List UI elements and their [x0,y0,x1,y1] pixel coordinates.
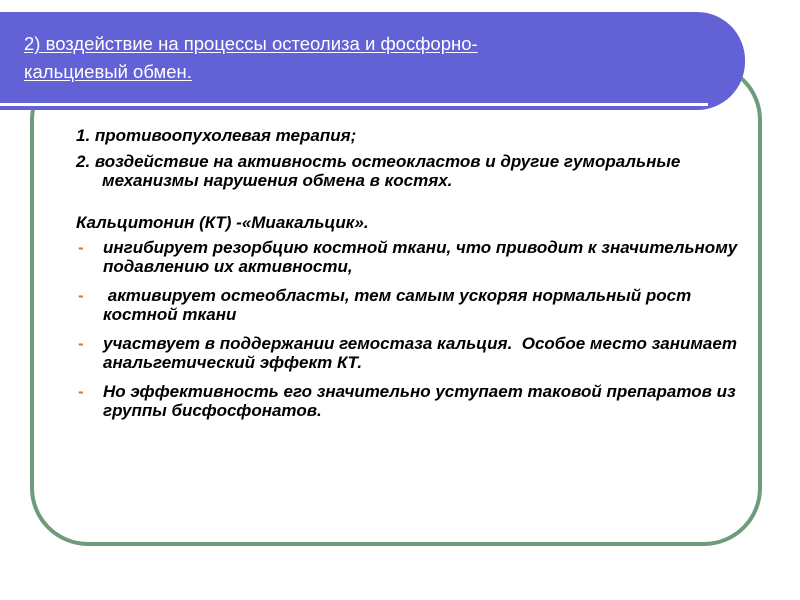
bullet-dash: - [78,334,84,353]
slide-title [24,30,714,86]
calcitonin-heading-text: Кальцитонин (КТ) -«Миакальцик». [76,213,369,232]
bullet-text-2: активирует остеобласты, тем самым ускоряя нормальный рост костной ткани [103,286,696,324]
bullet-dash: - [78,286,84,305]
numbered-item-1: 1. противоопухолевая терапия; [76,126,357,145]
bullet-dash: - [78,382,84,401]
title-banner [0,12,745,110]
bullet-item-1 [76,238,766,276]
bullet-item-4 [76,382,766,420]
slide-title-line-2: кальциевый обмен. [24,61,192,82]
bullet-item-2 [76,286,766,324]
calcitonin-heading [76,213,766,232]
numbered-item-2: 2. воздействие на активность остеокластов и другие гуморальные механизмы нарушения обмена в костях. [76,152,681,190]
numbered-list [76,126,766,190]
slide-title-line-1: 2) воздействие на процессы остеолиза и фосфорно- [24,33,478,54]
bullet-dash: - [78,238,84,257]
slide-body [76,126,766,430]
bullet-text-4: Но эффективность его значительно уступает таковой препаратов из группы бисфосфонатов. [103,382,736,420]
title-divider [0,103,708,106]
calcitonin-bullets [76,238,766,420]
bullet-text-1: ингибирует резорбцию костной ткани, что приводит к значительному подавлению их активности, [103,238,738,276]
bullet-text-3: участвует в поддержании гемостаза кальция. Особое место занимает анальгетический эффект КТ. [103,334,742,372]
bullet-item-3 [76,334,766,372]
